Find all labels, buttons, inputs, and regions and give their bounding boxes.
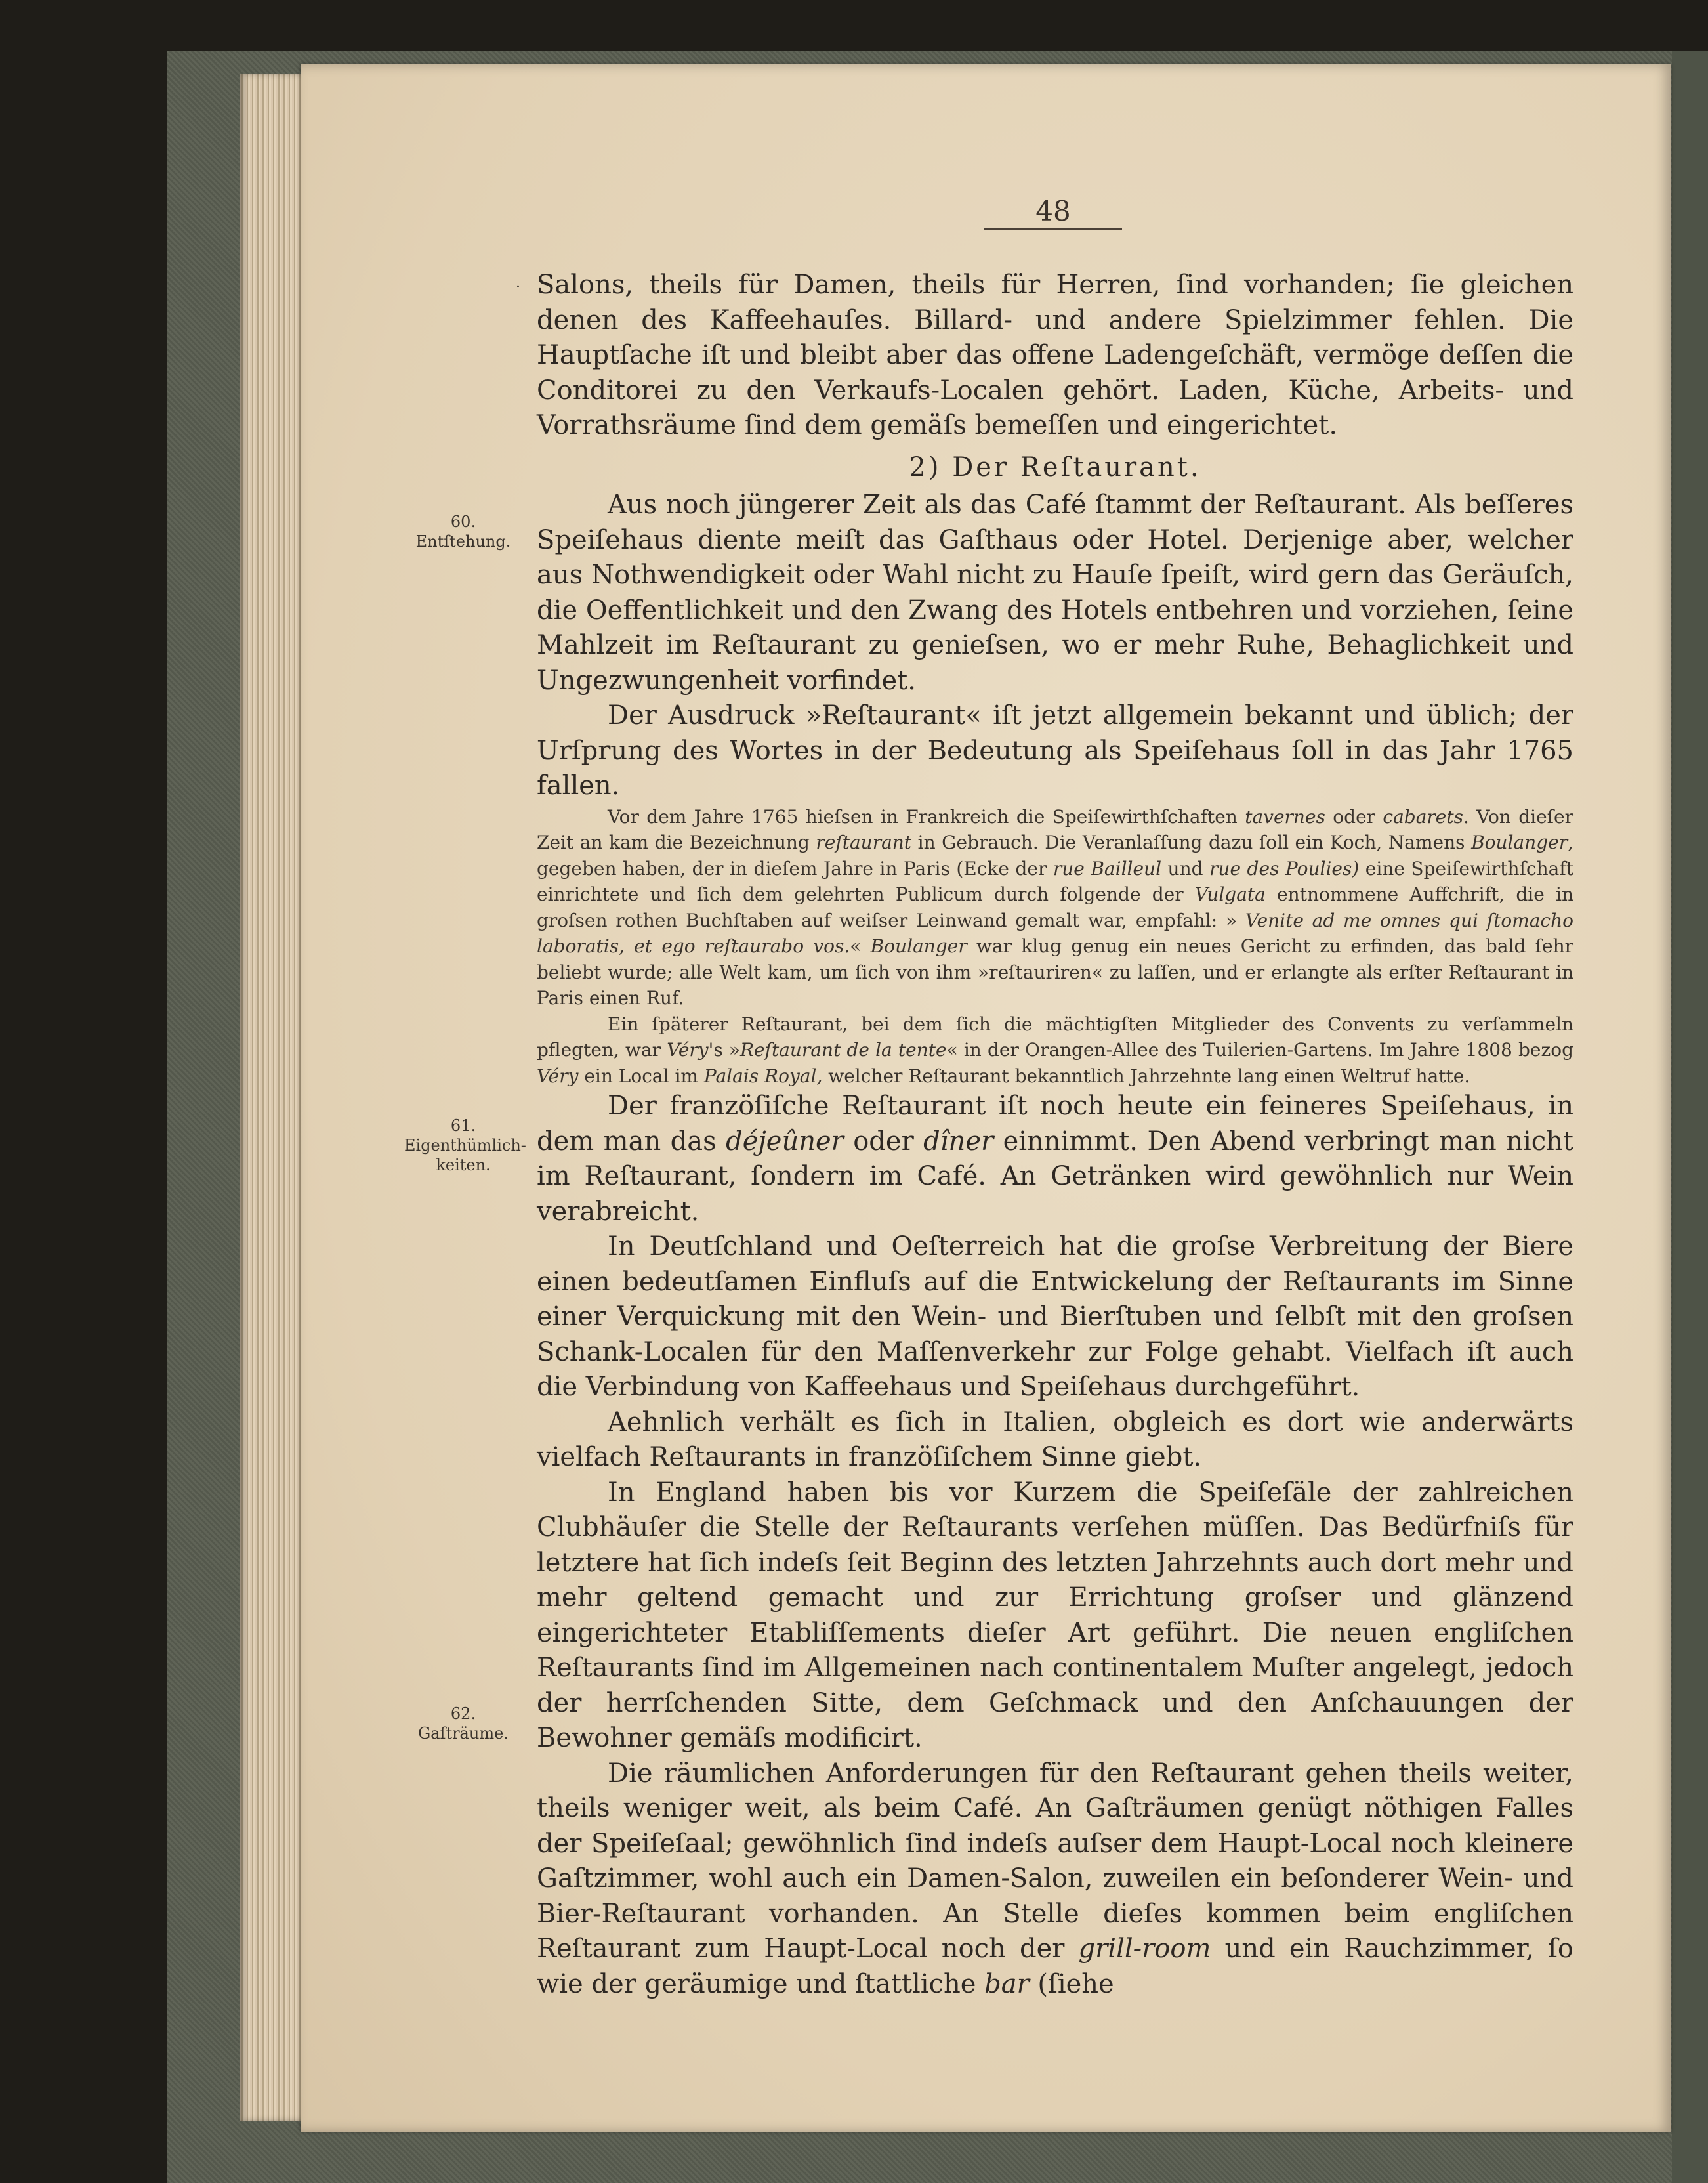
footnote-italic: rue des Poulies) — [1209, 857, 1360, 880]
paragraph: In Deutſchland und Oeſterreich hat die groſse Verbreitung der Biere einen bedeutſamen Einfluſs auf die Entwickelung der Reſtaurants im Sinne einer Verquickung mit den Wein- und Bierſtuben und ſelbſt mit den groſsen Schank-Localen für den Maſſenverkehr zur Folge gehabt. Vielfach iſt auch die Verbindung von Kaffeehaus und Speiſehaus durchgeführt. — [537, 1231, 1573, 1402]
footnote-italic: Venite ad me omnes qui ſtomacho laboratis, et ego reſtaurabo vos. — [537, 909, 1573, 957]
paragraph: Aus noch jüngerer Zeit als das Café ſtammt der Reſtaurant. Als beſſeres Speiſehaus diente meiſt das Gaſthaus oder Hotel. Derjenige aber, welcher aus Nothwendigkeit oder Wahl nicht zu Hauſe ſpeiſt, wird gern das Geräuſch, die Oeffentlichkeit und den Zwang des Hotels entbehren und vorziehen, ſeine Mahlzeit im Reſtaurant zu genieſsen, wo er mehr Ruhe, Behaglichkeit und Ungezwungenheit vorfindet. — [537, 490, 1573, 696]
footnote-text: Vor dem Jahre 1765 hieſsen in Frankreich die Speiſewirthſchaften — [608, 805, 1245, 828]
footnote — [537, 804, 1573, 1011]
footnote-text: Ein ſpäterer Reſtaurant, bei dem ſich die mächtigſten Mitglieder des Convents zu verſammeln pflegten, war — [537, 1013, 1573, 1061]
text: Die räumlichen Anforderungen für den Reſtaurant gehen theils weiter, theils weniger weit, als beim Café. An Gaſträumen genügt nöthigen Falles der Speiſeſaal; gewöhnlich ſind indeſs auſser dem Haupt-Local noch kleinere Gaſtzimmer, wohl auch ein Damen-Salon, zuweilen ein beſonderer Wein- und Bier-Reſtaurant vorhanden. An Stelle dieſes kommen beim engliſchen Reſtaurant zum Haupt-Local noch der — [537, 1758, 1573, 1964]
paragraph: In England haben bis vor Kurzem die Speiſeſäle der zahlreichen Clubhäuſer die Stelle der Reſtaurants verſehen müſſen. Das Bedürfniſs für letztere hat ſich indeſs ſeit Beginn des letzten Jahrzehnts auch dort mehr und mehr geltend gemacht und zur Errichtung groſser und glänzend eingerichteter Etabliſſements dieſer Art geführt. Die neuen engliſchen Reſtaurants ſind im Allgemeinen nach continentalem Muſter angelegt, jedoch der herrſchenden Sitte, dem Geſchmack und den Anſchauungen der Bewohner gemäſs modificirt. — [537, 1477, 1573, 1753]
footnote-italic: Boulanger — [870, 935, 967, 957]
margin-note-label: keiten. — [436, 1156, 491, 1174]
footnote-text: . Von dieſer Zeit an kam die Bezeichnung — [537, 805, 1573, 853]
text: und ein Rauchzimmer, ſo wie der geräumige und ſtattliche — [537, 1934, 1574, 1999]
footnote-italic: tavernes — [1245, 805, 1325, 828]
footnote-text: welcher Reſtaurant bekanntlich Jahrzehnte lang einen Weltruf hatte. — [822, 1065, 1470, 1087]
footnote-italic: Véry — [537, 1065, 579, 1087]
footnote-text: « in der Orangen-Allee des Tuilerien-Gartens. Im Jahre 1808 bezog — [946, 1039, 1573, 1061]
margin-note-number: 60. — [450, 513, 476, 531]
footnote-italic: Palais Royal, — [703, 1065, 823, 1087]
footnote-text: entnommene Auffchrift, die in groſsen rothen Buchſtaben auf weiſser Leinwand gemalt war, empfahl: » — [537, 883, 1574, 931]
body-text — [537, 268, 1573, 2002]
footnote-italic: rue Bailleul — [1052, 857, 1162, 880]
footnote-text: in Gebrauch. Die Veranlaſſung dazu ſoll ein Koch, Namens — [911, 832, 1472, 853]
footnote-italic: cabarets — [1383, 805, 1463, 828]
footnote-italic: Boulanger — [1471, 832, 1568, 853]
margin-note-label: Entſtehung. — [415, 532, 511, 551]
text: oder — [843, 1126, 924, 1156]
paragraph — [537, 1756, 1573, 2003]
margin-note-60 — [404, 512, 522, 551]
footnote-text: ein Local im — [578, 1065, 704, 1087]
footnote-text: oder — [1325, 805, 1383, 828]
margin-note-61 — [404, 1116, 526, 1175]
italic-term: dîner — [923, 1126, 994, 1156]
book-cover-edge — [1672, 51, 1708, 2183]
text: (ſiehe — [1029, 1968, 1114, 1999]
margin-note-number: 61. — [450, 1116, 476, 1135]
margin-note-number: 62. — [450, 1705, 476, 1723]
footnote-italic: Vulgata — [1194, 883, 1266, 905]
footnote-italic: Véry — [667, 1039, 709, 1061]
text: einnimmt. Den Abend verbringt man nicht im Reſtaurant, ſondern im Café. An Getränken wird gewöhnlich nur Wein verabreicht. — [537, 1126, 1573, 1227]
section-heading: 2) Der Reſtaurant. — [909, 452, 1201, 482]
footnote-text: 's » — [708, 1039, 740, 1061]
paragraph: Aehnlich verhält es ſich in Italien, obgleich es dort wie anderwärts vielfach Reſtaurants in franzöſiſchem Sinne giebt. — [537, 1407, 1573, 1472]
footnote — [537, 1011, 1573, 1090]
paragraph: Salons, theils für Damen, theils für Herren, ſind vorhanden; ſie gleichen denen des Kaffeehauſes. Billard- und andere Spielzimmer fehlen. Die Hauptſache iſt und bleibt aber das offene Ladengeſchäft, vermöge deſſen die Conditorei zu den Verkaufs-Localen gehört. Laden, Küche, Arbeits- und Vorrathsräume ſind dem gemäſs bemeſſen und eingerichtet. — [537, 270, 1573, 440]
italic-term: grill-room — [1078, 1934, 1211, 1964]
text: Der franzöſiſche Reſtaurant iſt noch heute ein feineres Speiſehaus, in dem man das — [537, 1091, 1573, 1156]
margin-note-label: Eigenthümlich- — [404, 1136, 526, 1155]
footnote-italic: reſtaurant — [816, 832, 912, 853]
paragraph — [537, 1089, 1573, 1229]
footnote-text: und — [1161, 857, 1210, 880]
italic-term: déjeûner — [726, 1126, 844, 1156]
footnote-italic: Reſtaurant de la tente — [739, 1039, 947, 1061]
italic-term: bar — [984, 1968, 1030, 1999]
footnote-text: war klug genug ein neues Gericht zu erfinden, das bald ſehr beliebt wurde; alle Welt kam, um ſich von ihm »reſtauriren« zu laſſen, und er erlangte als erſter Reſtaurant in Paris einen Ruf. — [537, 935, 1573, 1009]
margin-mark: · — [516, 279, 520, 295]
page-number: 48 — [984, 194, 1122, 230]
margin-note-label: Gaſträume. — [418, 1724, 509, 1743]
footnote-text: eine Speiſewirthſchaft einrichtete und ſich dem gelehrten Publicum durch folgende der — [537, 857, 1573, 905]
footnote-text: « — [850, 935, 871, 957]
paragraph: Der Ausdruck »Reſtaurant« iſt jetzt allgemein bekannt und üblich; der Urſprung des Wortes in der Bedeutung als Speiſehaus ſoll in das Jahr 1765 fallen. — [537, 700, 1573, 801]
footnote-text: , gegeben haben, der in dieſem Jahre in Paris (Ecke der — [537, 832, 1573, 880]
margin-note-62 — [404, 1704, 522, 1743]
